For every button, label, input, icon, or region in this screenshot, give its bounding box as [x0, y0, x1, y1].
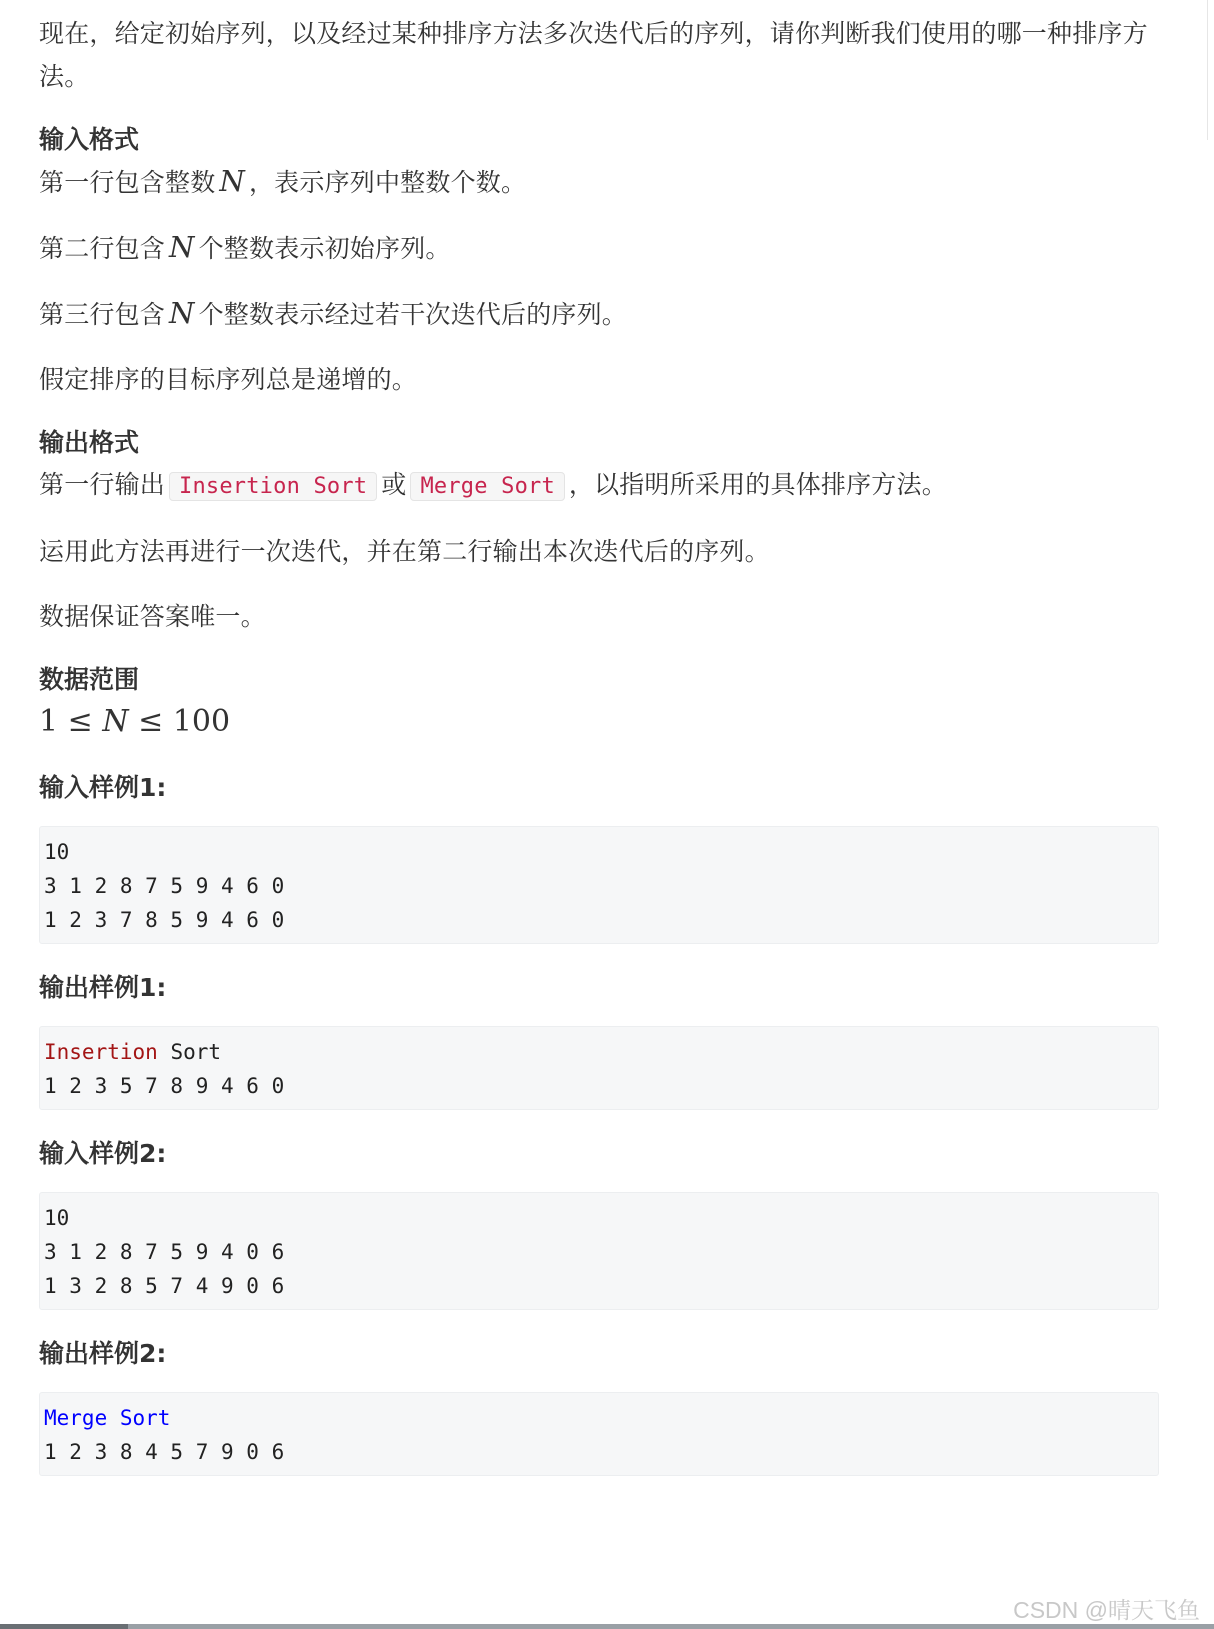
code-line: 10 — [44, 1206, 70, 1230]
text: 第一行包含整数 — [39, 168, 216, 197]
input-format-line-2 — [39, 226, 1167, 270]
math-var-n: N — [169, 230, 195, 264]
text: ，表示序列中整数个数。 — [248, 168, 527, 197]
input-format-line-3 — [39, 292, 1167, 336]
code-word: Sort — [170, 1040, 222, 1064]
formula-var-n: N — [102, 704, 129, 739]
math-var-n: N — [169, 296, 195, 330]
code-line: 1 2 3 7 8 5 9 4 6 0 — [44, 908, 285, 932]
output-format-line-3: 数据保证答案唯一。 — [39, 602, 266, 631]
scrollbar-track[interactable] — [1207, 0, 1214, 140]
text: 第一行输出 — [39, 470, 166, 499]
input-format-line-4: 假定排序的目标序列总是递增的。 — [39, 365, 418, 394]
text: ，以指明所采用的具体排序方法。 — [568, 470, 947, 499]
text: 第二行包含 — [39, 234, 166, 263]
sample-input-2-code — [39, 1192, 1159, 1310]
formula-rhs: 100 — [172, 704, 231, 739]
output-format-line-2: 运用此方法再进行一次迭代，并在第二行输出本次迭代后的序列。 — [39, 537, 770, 566]
horizontal-scrollbar-thumb[interactable] — [0, 1624, 128, 1629]
code-line: 3 1 2 8 7 5 9 4 6 0 — [44, 874, 285, 898]
sample-output-1-heading: 输出样例1: — [39, 973, 167, 1002]
formula-lhs: 1 — [39, 704, 59, 739]
sample-output-2-code — [39, 1392, 1159, 1476]
sample-input-1-heading: 输入样例1: — [39, 773, 167, 802]
data-range-formula — [39, 700, 1167, 744]
code-keyword: Merge — [44, 1406, 108, 1430]
code-keyword: Insertion — [44, 1040, 158, 1064]
code-line: 10 — [44, 840, 70, 864]
code-line: 1 3 2 8 5 7 4 9 0 6 — [44, 1274, 285, 1298]
code-line: 3 1 2 8 7 5 9 4 0 6 — [44, 1240, 285, 1264]
code-keyword: Sort — [119, 1406, 171, 1430]
code-line: 1 2 3 8 4 5 7 9 0 6 — [44, 1440, 285, 1464]
input-format-line-1 — [39, 160, 1167, 204]
sample-input-1-code — [39, 826, 1159, 944]
output-format-line-1 — [39, 463, 1167, 508]
csdn-watermark: CSDN @晴天飞鱼 — [1013, 1597, 1200, 1623]
formula-leq: ≤ — [67, 704, 93, 739]
math-var-n: N — [219, 164, 245, 198]
sample-output-1-code — [39, 1026, 1159, 1110]
text: 第三行包含 — [39, 300, 166, 329]
sample-output-2-heading: 输出样例2: — [39, 1339, 167, 1368]
problem-content — [39, 12, 1167, 1476]
sample-input-2-heading: 输入样例2: — [39, 1139, 167, 1168]
inline-code-insertion-sort: Insertion Sort — [169, 472, 377, 501]
inline-code-merge-sort: Merge Sort — [410, 472, 564, 501]
text: 或 — [381, 470, 407, 499]
horizontal-scrollbar[interactable] — [0, 1624, 1214, 1629]
input-format-heading: 输入格式 — [39, 125, 140, 154]
text: 个整数表示经过若干次迭代后的序列。 — [198, 300, 627, 329]
text: 个整数表示初始序列。 — [198, 234, 451, 263]
intro-paragraph: 现在，给定初始序列，以及经过某种排序方法多次迭代后的序列，请你判断我们使用的哪一种排序方法。 — [39, 19, 1148, 91]
data-range-heading: 数据范围 — [39, 665, 140, 694]
formula-leq: ≤ — [138, 704, 164, 739]
output-format-heading: 输出格式 — [39, 428, 140, 457]
code-line: 1 2 3 5 7 8 9 4 6 0 — [44, 1074, 285, 1098]
